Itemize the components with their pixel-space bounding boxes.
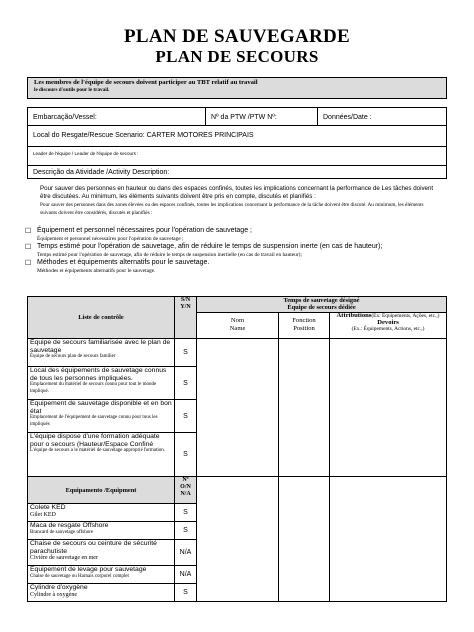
bullet-main: Temps estimé pour l'opération de sauvetage, afin de réduire le temps de suspension inerte (en cas de hauteur); [37, 243, 383, 250]
rescue-time-header [197, 297, 447, 313]
bullet-item [25, 259, 445, 267]
checklist-item-translation: Emplacement du matériel de secours connu pour tout le monde impliqué. [30, 382, 157, 394]
checklist-answer[interactable]: S [175, 367, 197, 400]
equipment-item [28, 540, 175, 566]
bullet-sub: Temps estimé pour l'opération de sauvetage, afin de réduire le temps de suspension inertielle (en cas de travail en hauteur); [37, 252, 302, 258]
equipment-item [28, 504, 175, 522]
equipment-item [28, 584, 175, 602]
equipment-item-translation: Chaise de sauvetage ou Harnais corporel complet [30, 573, 129, 579]
equipment-item [28, 522, 175, 540]
intro-paragraph [40, 185, 440, 217]
equipment-item-translation: Civière de sauvetage en mer [30, 555, 98, 561]
equipment-name-cell[interactable] [197, 477, 279, 602]
rescue-time-title: Temps de sauvetage désigné [283, 297, 360, 304]
intro-sub-text: Pour sauver des personnes dans des zones élevées ou des espaces confinés, toutes les implications concernant la performance de la tâche doivent être discuté. Au minimum, les éléments suivants doivent être considérés, discutés et planifiés : [40, 202, 424, 216]
equipment-answer[interactable]: S [175, 584, 197, 602]
intro-main-text: Pour sauver des personnes en hauteur ou dans des espaces confinés, toutes les implications concernant la performance de Les tâches doivent être discutées. Au minimum, les éléments suivants doivent être pris en compte, discutés et planifiés : [40, 185, 434, 200]
no-label: Nº [182, 477, 189, 483]
activity-description-field[interactable]: Descrição da Atividade /Activity Description: [27, 166, 447, 179]
bullet-main: Équipement et personnel nécessaires pour l'opération de sauvetage ; [37, 227, 252, 234]
name-column-header [197, 313, 279, 339]
rescue-checklist-table [27, 296, 447, 602]
yn-header: Y/N [180, 304, 191, 310]
checklist-item [28, 400, 175, 433]
rescue-team-title: Équipe de secours dédiée [287, 304, 356, 311]
checklist-item-translation: L'équipe de secours a le matériel de sauvetage approprié formation. [30, 448, 166, 453]
checklist-answer[interactable]: S [175, 339, 197, 367]
equipment-item-text: Équipement de levage pour sauvetage [30, 566, 147, 573]
bullet-item [25, 243, 445, 251]
equipment-answer[interactable]: S [175, 522, 197, 540]
attributions-example: (Ex: Équipements, Ações, etc.,) [371, 313, 440, 319]
equipment-item-text: Colete KED [30, 504, 66, 511]
checklist-item-translation: Emplacement de l'équipement de sauvetage connu pour tous les impliqués [30, 415, 158, 427]
bullet-sub: Équipement et personnel nécessaires pour l'opération de sauvetage ; [37, 236, 184, 242]
position-column-header [279, 313, 330, 339]
checklist-answer[interactable]: S [175, 433, 197, 477]
position-cell[interactable] [279, 339, 330, 477]
document-subtitle: PLAN DE SECOURS [155, 47, 319, 66]
duties-cell[interactable] [330, 339, 447, 477]
tbt-banner [27, 77, 447, 99]
scenario-field[interactable]: Local do Resgate/Rescue Scenario: CARTER MOTORES PRINCIPAIS [27, 126, 447, 147]
date-field[interactable]: Données/Date : [323, 114, 372, 121]
equipment-item-text: Chaise de secours ou ceinture de sécurité parachutiste [30, 540, 157, 555]
duties-column-header [330, 313, 447, 339]
checkbox-bullet-icon: ☐ [25, 260, 32, 267]
equipment-answer[interactable]: S [175, 504, 197, 522]
name-cell[interactable] [197, 339, 279, 477]
devoirs-example: (Ex.: Équipements, Actions, etc.,) [351, 326, 425, 332]
position-label: Position [293, 325, 315, 332]
na-label: N/A [180, 491, 191, 497]
info-row-vessel [27, 107, 447, 126]
equipment-item [28, 566, 175, 584]
devoirs-label: Devoirs [377, 318, 399, 326]
banner-line-1: Les membres de l'équipe de secours doivent participer au TBT relatif au travail [34, 79, 258, 86]
document-title: PLAN DE SAUVEGARDE [123, 26, 351, 47]
equipment-item-text: Cylindre d'oxygène [30, 584, 88, 591]
fonction-label: Fonction [292, 317, 316, 324]
banner-line-2: le discours d'outils pour le travail. [34, 87, 110, 93]
equipment-item-text: Maca de resgate Offshore [30, 522, 109, 529]
equipment-header: Equipamento /Equipment [28, 477, 175, 504]
bullet-main: Méthodes et équipements alternatifs pour le sauvetage. [37, 259, 210, 266]
name-label: Name [229, 325, 246, 332]
nom-label: Nom [230, 317, 245, 324]
checklist-item [28, 433, 175, 477]
checklist-item-text: L'équipe dispose d'une formation adéquate pour o secours (Hauteur/Espace Confiné [30, 433, 160, 448]
checklist-answer[interactable]: S [175, 400, 197, 433]
bullet-item [25, 227, 445, 235]
checklist-item-text: Équipe de secours familiarisée avec le plan de sauvetage [30, 339, 171, 354]
checkbox-bullet-icon: ☐ [25, 228, 32, 235]
planning-bullets [25, 227, 445, 275]
on-label: O/N [180, 484, 191, 490]
checklist-header: Liste de contrôle [28, 297, 175, 339]
attributions-label: Attributions [336, 312, 372, 319]
equipment-duties-cell[interactable] [330, 477, 447, 602]
table-row [28, 339, 447, 367]
equipment-position-cell[interactable] [279, 477, 330, 602]
ptw-field[interactable]: Nº da PTW /PTW Nº: [206, 108, 318, 126]
team-leader-field[interactable]: Leader de l'équipe / Leader de l'équipe de secours : [27, 147, 447, 166]
equipment-answer[interactable]: N/A [175, 540, 197, 566]
ono-header [175, 477, 197, 504]
bullet-sub: Méthodes et équipements alternatifs pour le sauvetage. [37, 268, 156, 274]
vessel-field[interactable]: Embarcação/Vessel: [28, 108, 206, 126]
equipment-item-translation: Brancard de sauvetage offshore [30, 529, 94, 535]
equipment-answer[interactable]: N/A [175, 566, 197, 584]
sn-header: S/N [180, 297, 191, 303]
equipment-item-translation: Gilet KED [30, 511, 56, 518]
equipment-item-translation: Cylindre à oxygène [30, 591, 77, 598]
checklist-item [28, 339, 175, 367]
sn-yn-header [175, 297, 197, 339]
checklist-item-translation: Équipe de secours plan de secours familier [30, 354, 116, 359]
checklist-item [28, 367, 175, 400]
checklist-item-text: Local des équipements de sauvetage connus de tous les personnes impliquées. [30, 367, 167, 382]
checkbox-bullet-icon: ☐ [25, 244, 32, 251]
checklist-item-text: Équipement de sauvetage disponible et en bon état [30, 400, 172, 415]
